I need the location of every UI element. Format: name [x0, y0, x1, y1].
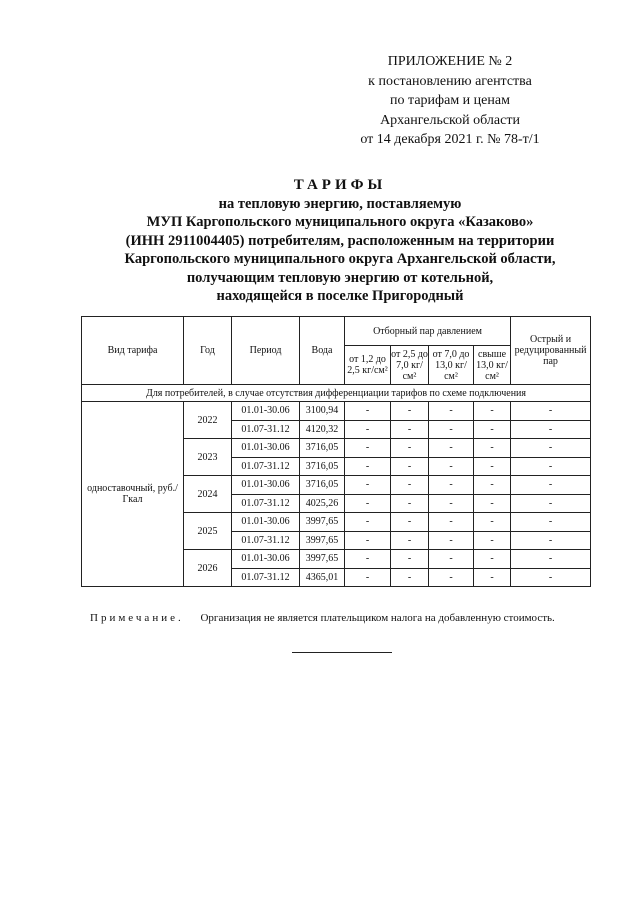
water-value-cell: 3997,65 [300, 531, 345, 550]
water-value-cell: 3716,05 [300, 476, 345, 495]
dash-cell: - [429, 568, 474, 587]
period-cell: 01.01-30.06 [232, 439, 300, 458]
period-cell: 01.07-31.12 [232, 531, 300, 550]
table-row [82, 402, 591, 421]
title-line: получающим тепловую энергию от котельной, [186, 269, 494, 286]
dash-cell: - [474, 513, 511, 532]
title-line: на тепловую энергию, поставляемую [218, 195, 462, 212]
dash-cell: - [429, 494, 474, 513]
dash-cell: - [511, 494, 591, 513]
dash-cell: - [345, 494, 391, 513]
header-steam-1: от 1,2 до 2,5 кг/см² [345, 346, 391, 385]
dash-cell: - [474, 420, 511, 439]
dash-cell: - [391, 550, 429, 569]
dash-cell: - [511, 457, 591, 476]
dash-cell: - [345, 457, 391, 476]
water-value-cell: 3716,05 [300, 457, 345, 476]
note-text: Организация не является плательщиком налога на добавленную стоимость. [200, 612, 555, 624]
year-cell: 2022 [184, 402, 232, 439]
dash-cell: - [511, 476, 591, 495]
dash-cell: - [474, 402, 511, 421]
dash-cell: - [511, 550, 591, 569]
dash-cell: - [429, 476, 474, 495]
dash-cell: - [511, 439, 591, 458]
period-cell: 01.07-31.12 [232, 420, 300, 439]
dash-cell: - [429, 402, 474, 421]
closing-line [292, 652, 392, 653]
appendix-date: от 14 декабря 2021 г. № 78-т/1 [360, 132, 540, 147]
dash-cell: - [391, 457, 429, 476]
period-cell: 01.01-30.06 [232, 513, 300, 532]
note-label: Примечание. [90, 612, 184, 624]
period-cell: 01.01-30.06 [232, 550, 300, 569]
period-cell: 01.07-31.12 [232, 568, 300, 587]
header-steam-3: от 7,0 до 13,0 кг/см² [429, 346, 474, 385]
dash-cell: - [391, 513, 429, 532]
dash-cell: - [429, 531, 474, 550]
header-sharp-steam: Острый и редуцированный пар [511, 317, 591, 385]
water-value-cell: 4120,32 [300, 420, 345, 439]
water-value-cell: 3997,65 [300, 513, 345, 532]
dash-cell: - [429, 420, 474, 439]
dash-cell: - [511, 531, 591, 550]
year-cell: 2024 [184, 476, 232, 513]
header-tariff-type: Вид тарифа [82, 317, 184, 385]
dash-cell: - [429, 550, 474, 569]
appendix-header [330, 52, 570, 150]
dash-cell: - [511, 513, 591, 532]
header-year: Год [184, 317, 232, 385]
dash-cell: - [391, 494, 429, 513]
year-cell: 2025 [184, 513, 232, 550]
title-line: (ИНН 2911004405) потребителям, расположенным на территории [125, 232, 555, 249]
dash-cell: - [391, 439, 429, 458]
dash-cell: - [345, 402, 391, 421]
dash-cell: - [391, 420, 429, 439]
dash-cell: - [391, 531, 429, 550]
water-value-cell: 3716,05 [300, 439, 345, 458]
dash-cell: - [391, 476, 429, 495]
dash-cell: - [429, 457, 474, 476]
dash-cell: - [511, 568, 591, 587]
header-water: Вода [300, 317, 345, 385]
appendix-number: ПРИЛОЖЕНИЕ № 2 [387, 54, 513, 69]
title-line: Каргопольского муниципального округа Архангельской области, [124, 251, 556, 267]
dash-cell: - [345, 420, 391, 439]
dash-cell: - [429, 439, 474, 458]
period-cell: 01.07-31.12 [232, 457, 300, 476]
document-title [60, 176, 620, 306]
period-cell: 01.01-30.06 [232, 476, 300, 495]
dash-cell: - [345, 550, 391, 569]
water-value-cell: 4365,01 [300, 568, 345, 587]
dash-cell: - [474, 476, 511, 495]
dash-cell: - [391, 568, 429, 587]
dash-cell: - [474, 457, 511, 476]
appendix-line: по тарифам и ценам [390, 93, 510, 108]
water-value-cell: 3100,94 [300, 402, 345, 421]
tariff-table [81, 316, 591, 587]
water-value-cell: 4025,26 [300, 494, 345, 513]
title-word: ТАРИФЫ [293, 177, 387, 193]
appendix-line: к постановлению агентства [368, 73, 532, 89]
dash-cell: - [345, 439, 391, 458]
note [90, 612, 610, 624]
title-line: находящейся в поселке Пригородный [216, 288, 464, 304]
year-cell: 2026 [184, 550, 232, 587]
period-cell: 01.01-30.06 [232, 402, 300, 421]
dash-cell: - [474, 568, 511, 587]
dash-cell: - [474, 531, 511, 550]
period-cell: 01.07-31.12 [232, 494, 300, 513]
title-line: МУП Каргопольского муниципального округа «Казаково» [146, 214, 534, 230]
dash-cell: - [345, 476, 391, 495]
header-steam-4: свыше 13,0 кг/см² [474, 346, 511, 385]
dash-cell: - [345, 513, 391, 532]
header-steam-group: Отборный пар давлением [345, 317, 511, 346]
appendix-line: Архангельской области [380, 112, 520, 128]
tariff-type-cell: одноставочный, руб./Гкал [82, 402, 184, 587]
header-period: Период [232, 317, 300, 385]
dash-cell: - [345, 531, 391, 550]
dash-cell: - [345, 568, 391, 587]
table-subheader: Для потребителей, в случае отсутствия дифференциации тарифов по схеме подключения [82, 385, 591, 402]
water-value-cell: 3997,65 [300, 550, 345, 569]
header-steam-2: от 2,5 до 7,0 кг/см² [391, 346, 429, 385]
dash-cell: - [429, 513, 474, 532]
dash-cell: - [511, 402, 591, 421]
dash-cell: - [511, 420, 591, 439]
year-cell: 2023 [184, 439, 232, 476]
dash-cell: - [474, 439, 511, 458]
dash-cell: - [474, 550, 511, 569]
dash-cell: - [391, 402, 429, 421]
dash-cell: - [474, 494, 511, 513]
